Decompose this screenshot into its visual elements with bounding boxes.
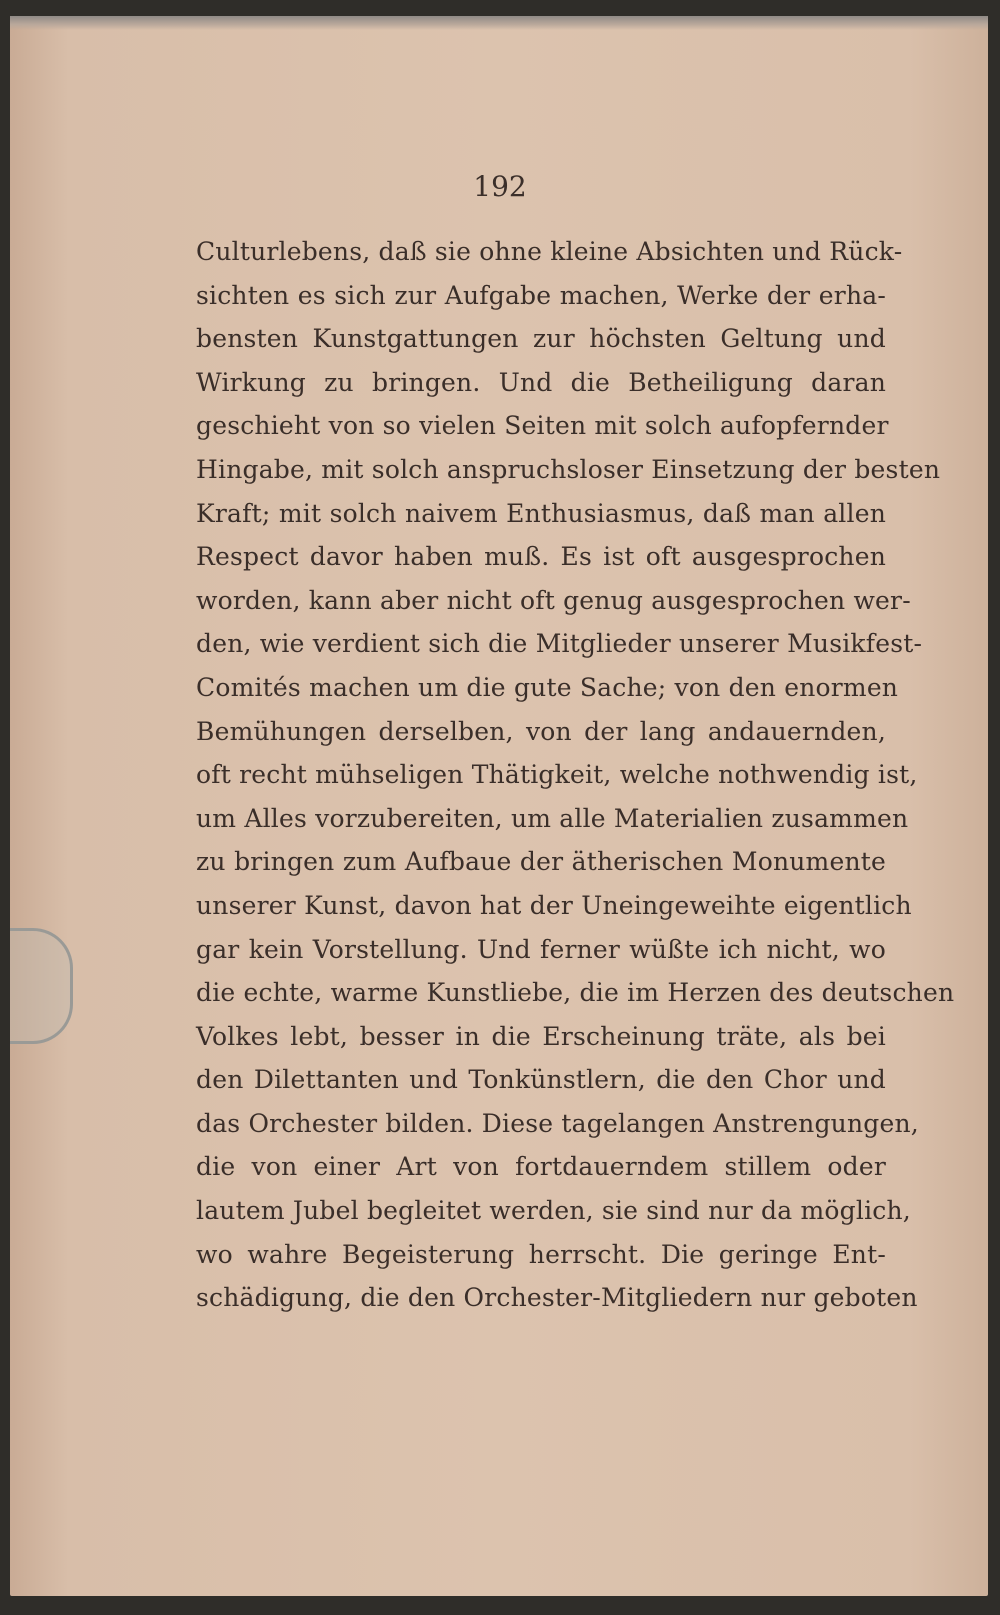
text-line: worden, kann aber nicht oft genug ausgesprochen wer- xyxy=(196,585,911,615)
text-line: wo wahre Begeisterung herrscht. Die geringe Ent- xyxy=(196,1239,886,1269)
text-line: Culturlebens, daß sie ohne kleine Absichten und Rück- xyxy=(196,237,903,266)
text-line: den Dilettanten und Tonkünstlern, die den Chor und xyxy=(196,1065,886,1095)
text-line: unserer Kunst, davon hat der Uneingeweihte eigentlich xyxy=(196,890,912,920)
text-line: Bemühungen derselben, von der lang andauernden, xyxy=(196,716,886,746)
text-line: schädigung, die den Orchester-Mitgliedern nur geboten xyxy=(196,1283,918,1313)
text-line: die von einer Art von fortdauerndem stillem oder xyxy=(196,1152,886,1182)
text-line: das Orchester bilden. Diese tagelangen Anstrengungen, xyxy=(196,1108,919,1138)
text-line: Respect davor haben muß. Es ist oft ausgesprochen xyxy=(196,542,886,572)
page-number: 192 xyxy=(473,170,527,203)
page-clip-shadow xyxy=(10,928,73,1044)
body-text xyxy=(196,230,955,1320)
text-line: Wirkung zu bringen. Und die Betheiligung daran xyxy=(196,367,886,397)
text-line: Comités machen um die gute Sache; von den enormen xyxy=(196,672,899,702)
text-line: die echte, warme Kunstliebe, die im Herzen des deutschen xyxy=(196,978,955,1008)
text-line: geschieht von so vielen Seiten mit solch aufopfernder xyxy=(196,411,889,441)
text-line: den, wie verdient sich die Mitglieder unserer Musikfest- xyxy=(196,629,923,659)
text-line: oft recht mühseligen Thätigkeit, welche nothwendig ist, xyxy=(196,760,918,790)
text-line: bensten Kunstgattungen zur höchsten Geltung und xyxy=(196,324,886,354)
text-line: sichten es sich zur Aufgabe machen, Werke der erha- xyxy=(196,280,886,310)
text-line: lautem Jubel begleitet werden, sie sind nur da möglich, xyxy=(196,1196,911,1226)
text-line: Kraft; mit solch naivem Enthusiasmus, daß man allen xyxy=(196,498,886,528)
text-line: um Alles vorzubereiten, um alle Materialien zusammen xyxy=(196,803,909,833)
text-line: Hingabe, mit solch anspruchsloser Einsetzung der besten xyxy=(196,454,941,484)
text-line: gar kein Vorstellung. Und ferner wüßte ich nicht, wo xyxy=(196,934,886,964)
text-line: Volkes lebt, besser in die Erscheinung träte, als bei xyxy=(196,1021,886,1051)
text-line: zu bringen zum Aufbaue der ätherischen Monumente xyxy=(196,847,886,877)
